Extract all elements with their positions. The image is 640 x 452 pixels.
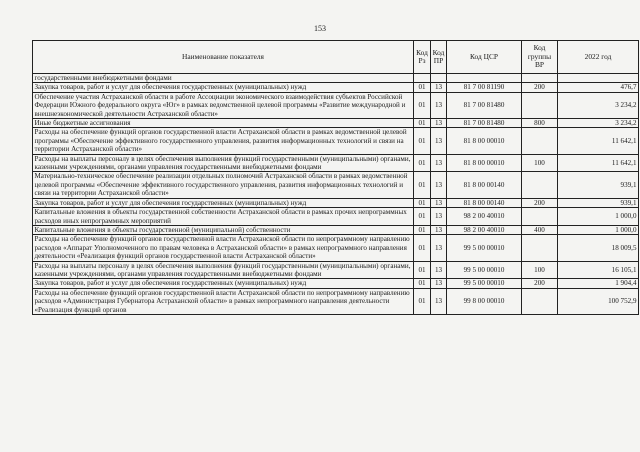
table-row [33,198,639,207]
cell-amount: 939,1 [558,198,639,207]
cell-amount: 16 105,1 [558,261,639,279]
cell-name: Расходы на выплаты персоналу в целях обеспечения выполнения функций государственными (муниципальными) органами, казенными учреждениями, органами управления государственными внебюджетными фондами [33,154,414,172]
cell-rz: 01 [414,198,431,207]
cell-amount: 3 234,2 [558,119,639,128]
cell-pr: 13 [431,288,447,314]
cell-amount: 1 904,4 [558,279,639,288]
table-row [33,74,639,83]
cell-vr [522,172,558,198]
table-row [33,154,639,172]
cell-amount: 939,1 [558,172,639,198]
budget-table [32,40,639,315]
header-csr: Код ЦСР [447,41,522,74]
cell-name: Закупка товаров, работ и услуг для обеспечения государственных (муниципальных) нужд [33,279,414,288]
cell-rz: 01 [414,172,431,198]
cell-csr: 81 8 00 00140 [447,172,522,198]
cell-vr [522,235,558,261]
cell-vr: 200 [522,279,558,288]
table-body [33,74,639,315]
cell-name: Материально-техническое обеспечение реализации отдельных полномочий Астраханской области в рамках ведомственной целевой программы «Обеспечение эффективного государственного управления, развития информационных технологий и связи на территории Астраханской области» [33,172,414,198]
cell-pr: 13 [431,208,447,226]
cell-amount: 3 234,2 [558,92,639,118]
cell-pr: 13 [431,198,447,207]
header-name: Наименование показателя [33,41,414,74]
cell-pr: 13 [431,172,447,198]
cell-amount: 18 009,5 [558,235,639,261]
cell-amount: 11 642,1 [558,154,639,172]
cell-csr: 81 7 00 81480 [447,119,522,128]
cell-name: Капитальные вложения в объекты государственной собственности Астраханской области в рамках прочих непрограммных расходов иных непрограммных мероприятий [33,208,414,226]
cell-name: Обеспечение участия Астраханской области в работе Ассоциации экономического взаимодействия субъектов Российской Федерации Южного федерального округа «Юг» в рамках ведомственной целевой программы «Развитие международной и внешнеэкономической деятельности Астраханской области» [33,92,414,118]
header-year: 2022 год [558,41,639,74]
cell-pr: 13 [431,225,447,234]
cell-name: Расходы на обеспечение функций органов государственной власти Астраханской области по непрограммному направлению расходов «Администрация Губернатора Астраханской области» в рамках непрограммного направления деятельности «Реализация функций органов [33,288,414,314]
header-pr: Код ПР [431,41,447,74]
cell-pr: 13 [431,83,447,92]
cell-vr [522,128,558,154]
table-row [33,172,639,198]
table-row [33,83,639,92]
cell-csr: 98 2 00 40010 [447,225,522,234]
cell-pr: 13 [431,235,447,261]
table-header-row [33,41,639,74]
cell-pr: 13 [431,128,447,154]
cell-csr: 99 5 00 00010 [447,235,522,261]
cell-csr: 81 7 00 81480 [447,92,522,118]
cell-amount: 100 752,9 [558,288,639,314]
cell-name: Расходы на выплаты персоналу в целях обеспечения выполнения функций государственными (муниципальными) органами, казенными учреждениями, органами управления государственными внебюджетными фондами [33,261,414,279]
cell-vr [522,288,558,314]
header-vr: Код группы ВР [522,41,558,74]
cell-csr: 99 8 00 00010 [447,288,522,314]
cell-amount [558,74,639,83]
cell-name: Капитальные вложения в объекты государственной (муниципальной) собственности [33,225,414,234]
cell-csr: 81 7 00 81190 [447,83,522,92]
cell-name: Иные бюджетные ассигнования [33,119,414,128]
cell-vr: 200 [522,83,558,92]
cell-rz: 01 [414,92,431,118]
cell-pr [431,74,447,83]
table-row [33,225,639,234]
cell-amount: 1 000,0 [558,208,639,226]
cell-csr: 99 5 00 00010 [447,279,522,288]
cell-vr: 800 [522,119,558,128]
cell-rz: 01 [414,288,431,314]
cell-vr: 100 [522,154,558,172]
table-row [33,261,639,279]
cell-csr [447,74,522,83]
cell-name: Закупка товаров, работ и услуг для обеспечения государственных (муниципальных) нужд [33,83,414,92]
cell-vr: 400 [522,225,558,234]
cell-vr: 200 [522,198,558,207]
cell-rz: 01 [414,279,431,288]
cell-csr: 81 8 00 00140 [447,198,522,207]
cell-rz: 01 [414,128,431,154]
cell-pr: 13 [431,279,447,288]
cell-rz: 01 [414,235,431,261]
cell-pr: 13 [431,261,447,279]
cell-vr: 100 [522,261,558,279]
cell-csr: 81 8 00 00010 [447,128,522,154]
table-row [33,288,639,314]
table-row [33,235,639,261]
cell-rz: 01 [414,261,431,279]
cell-name: Расходы на обеспечение функций органов государственной власти Астраханской области в рамках ведомственной целевой программы «Обеспечение эффективного государственного управления, развития информационных технологий и связи на территории Астраханской области» [33,128,414,154]
cell-rz: 01 [414,83,431,92]
header-rz: Код Рз [414,41,431,74]
cell-rz: 01 [414,208,431,226]
cell-rz [414,74,431,83]
cell-rz: 01 [414,119,431,128]
cell-vr [522,92,558,118]
table-row [33,128,639,154]
cell-name: Расходы на обеспечение функций органов государственной власти Астраханской области по непрограммному направлению расходов «Аппарат Уполномоченного по правам человека в Астраханской области» в рамках непрограммного направления деятельности «Реализация функций органов государственной власти Астраханской области» [33,235,414,261]
cell-pr: 13 [431,119,447,128]
table-row [33,208,639,226]
cell-vr [522,74,558,83]
page-number: 153 [314,24,326,33]
cell-amount: 1 000,0 [558,225,639,234]
cell-rz: 01 [414,154,431,172]
cell-vr [522,208,558,226]
cell-pr: 13 [431,92,447,118]
table-row [33,279,639,288]
cell-amount: 11 642,1 [558,128,639,154]
cell-csr: 98 2 00 40010 [447,208,522,226]
cell-pr: 13 [431,154,447,172]
cell-amount: 476,7 [558,83,639,92]
cell-csr: 99 5 00 00010 [447,261,522,279]
table-row [33,92,639,118]
cell-csr: 81 8 00 00010 [447,154,522,172]
cell-name: Закупка товаров, работ и услуг для обеспечения государственных (муниципальных) нужд [33,198,414,207]
table-row [33,119,639,128]
cell-name: государственными внебюджетными фондами [33,74,414,83]
cell-rz: 01 [414,225,431,234]
